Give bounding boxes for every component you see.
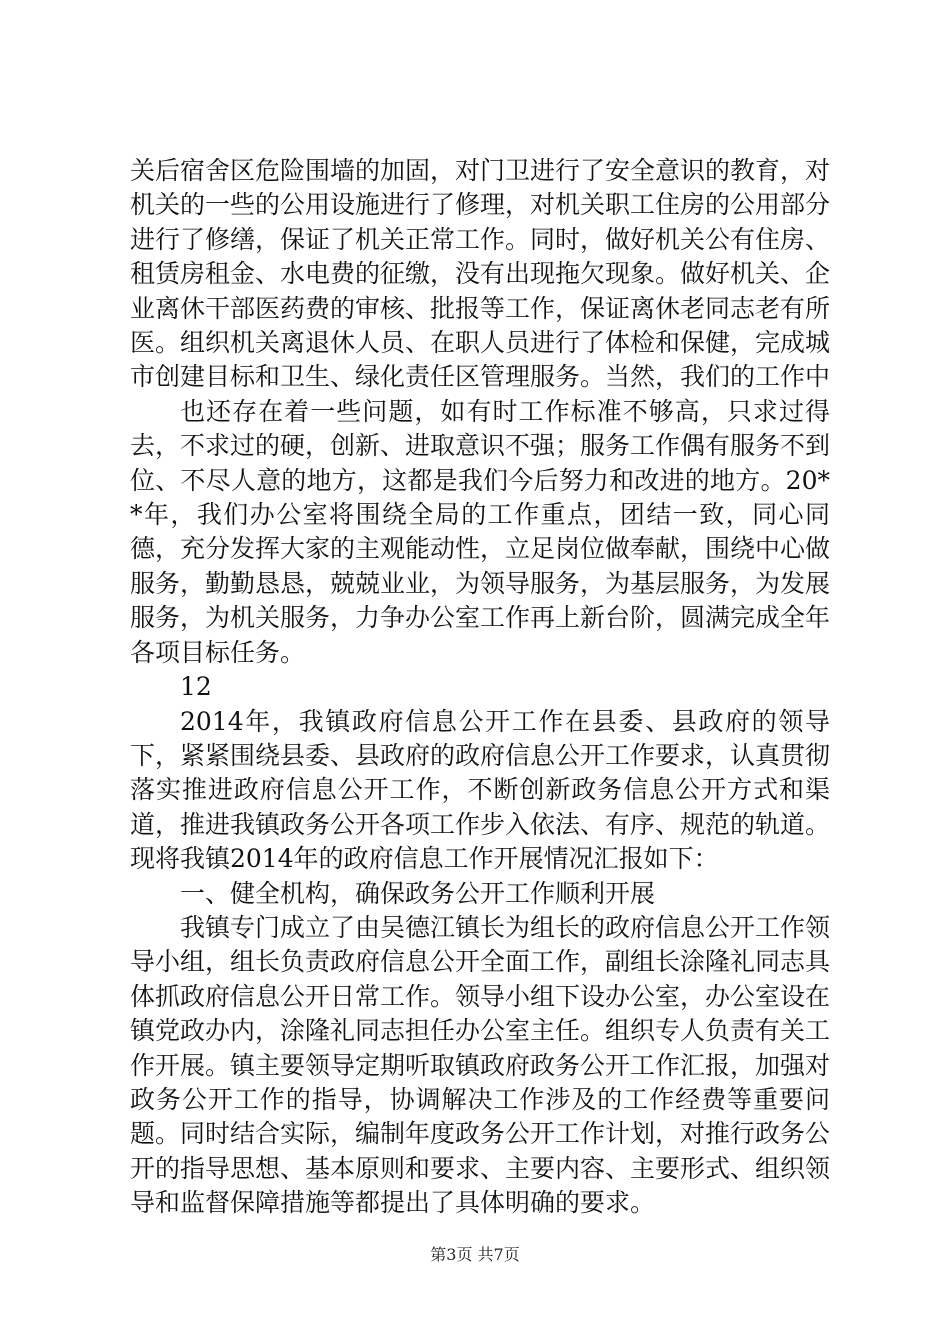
- section-heading: 一、健全机构，确保政务公开工作顺利开展: [180, 878, 656, 908]
- paragraph-2: 也还存在着一些问题，如有时工作标准不够高，只求过得去，不求过的硬，创新、进取意识不强；服务工作偶有服务不到位、不尽人意的地方，这都是我们今后努力和改进的地方。20**年，我们办公室将围绕全局的工作重点，团结一致，同心同德，充分发挥大家的主观能动性，立足岗位做奉献，围绕中心做服务，勤勤恳恳，兢兢业业，为领导服务，为基层服务，为发展服务，为机关服务，力争办公室工作再上新台阶，圆满完成全年各项目标任务。: [130, 396, 831, 667]
- paragraph-6: 我镇专门成立了由吴德江镇长为组长的政府信息公开工作领导小组，组长负责政府信息公开全面工作，副组长涂隆礼同志具体抓政府信息公开日常工作。领导小组下设办公室，办公室设在镇党政办内，涂隆礼同志担任办公室主任。组织专人负责有关工作开展。镇主要领导定期听取镇政府政务公开工作汇报，加强对政务公开工作的指导，协调解决工作涉及的工作经费等重要问题。同时结合实际，编制年度政务公开工作计划，对推行政务公开的指导思想、基本原则和要求、主要内容、主要形式、组织领导和监督保障措施等都提出了具体明确的要求。: [130, 912, 831, 1218]
- paragraph-1: 关后宿舍区危险围墙的加固，对门卫进行了安全意识的教育，对机关的一些的公用设施进行了修理，对机关职工住房的公用部分进行了修缮，保证了机关正常工作。同时，做好机关公有住房、租赁房租金、水电费的征缴，没有出现拖欠现象。做好机关、企业离休干部医药费的审核、批报等工作，保证离休老同志老有所医。组织机关离退休人员、在职人员进行了体检和保健，完成城市创建目标和卫生、绿化责任区管理服务。当然，我们的工作中: [130, 156, 831, 392]
- document-body: [130, 154, 830, 1221]
- paragraph-4: 2014年，我镇政府信息公开工作在县委、县政府的领导下，紧紧围绕县委、县政府的政府信息公开工作要求，认真贯彻落实推进政府信息公开工作，不断创新政务信息公开方式和渠道，推进我镇政务公开各项工作步入依法、有序、规范的轨道。现将我镇2014年的政府信息工作开展情况汇报如下：: [130, 706, 831, 874]
- paragraph-3: 12: [180, 672, 212, 702]
- page-footer: 第3页 共7页: [430, 1245, 520, 1264]
